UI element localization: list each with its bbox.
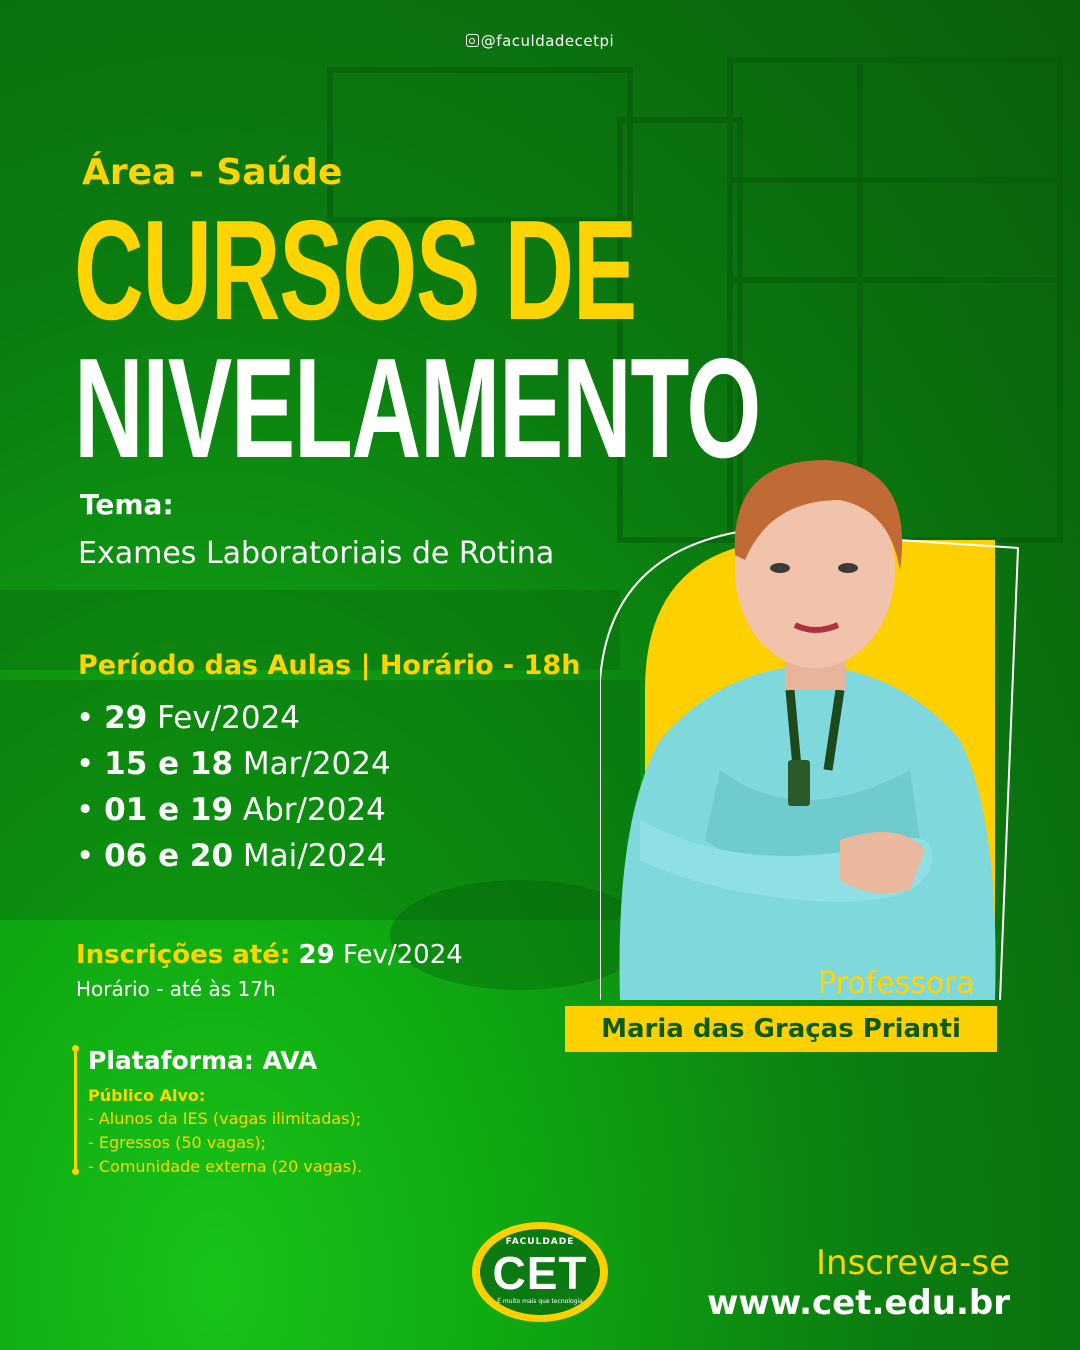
publico-item: - Egressos (50 vagas); [88, 1133, 266, 1152]
instagram-icon [466, 34, 479, 47]
dates-list [76, 700, 391, 884]
cta-text: Inscreva-se [816, 1243, 1010, 1283]
headline-line-2: NIVELAMENTO [74, 329, 761, 488]
periodo-heading: Período das Aulas | Horário - 18h [78, 650, 581, 681]
inscricoes-line: Inscrições até: 29 Fev/2024 [76, 940, 463, 970]
professor-label: Professora [818, 966, 975, 1001]
publico-label: Público Alvo: [88, 1086, 206, 1105]
website-link[interactable]: www.cet.edu.br [707, 1283, 1010, 1323]
headline-line-1: CURSOS DE [74, 191, 636, 350]
date-item: • 06 e 20 Mai/2024 [76, 838, 387, 874]
logo-tagline: É muito mais que tecnologia [497, 1298, 583, 1305]
logo-top-text: FACULDADE [505, 1237, 575, 1247]
inscricoes-horario: Horário - até às 17h [76, 977, 276, 1001]
cet-logo [470, 1220, 610, 1324]
date-item: • 15 e 18 Mar/2024 [76, 746, 391, 782]
logo-main-text: CET [492, 1247, 588, 1299]
publico-item: - Comunidade externa (20 vagas). [88, 1157, 363, 1176]
professor-name: Maria das Graças Prianti [601, 1014, 961, 1044]
area-label: Área - Saúde [82, 152, 343, 193]
professor-name-box [565, 1006, 997, 1052]
tema-value: Exames Laboratoriais de Rotina [78, 536, 555, 571]
publico-list [88, 1107, 362, 1179]
date-item: • 01 e 19 Abr/2024 [76, 792, 386, 828]
plataforma-accent-bar [74, 1048, 77, 1172]
date-item: • 29 Fev/2024 [76, 700, 301, 736]
social-handle: @faculdadecetpi [0, 32, 1080, 50]
tema-label: Tema: [80, 488, 174, 521]
publico-item: - Alunos da IES (vagas ilimitadas); [88, 1109, 362, 1128]
plataforma-label: Plataforma: AVA [88, 1046, 318, 1075]
